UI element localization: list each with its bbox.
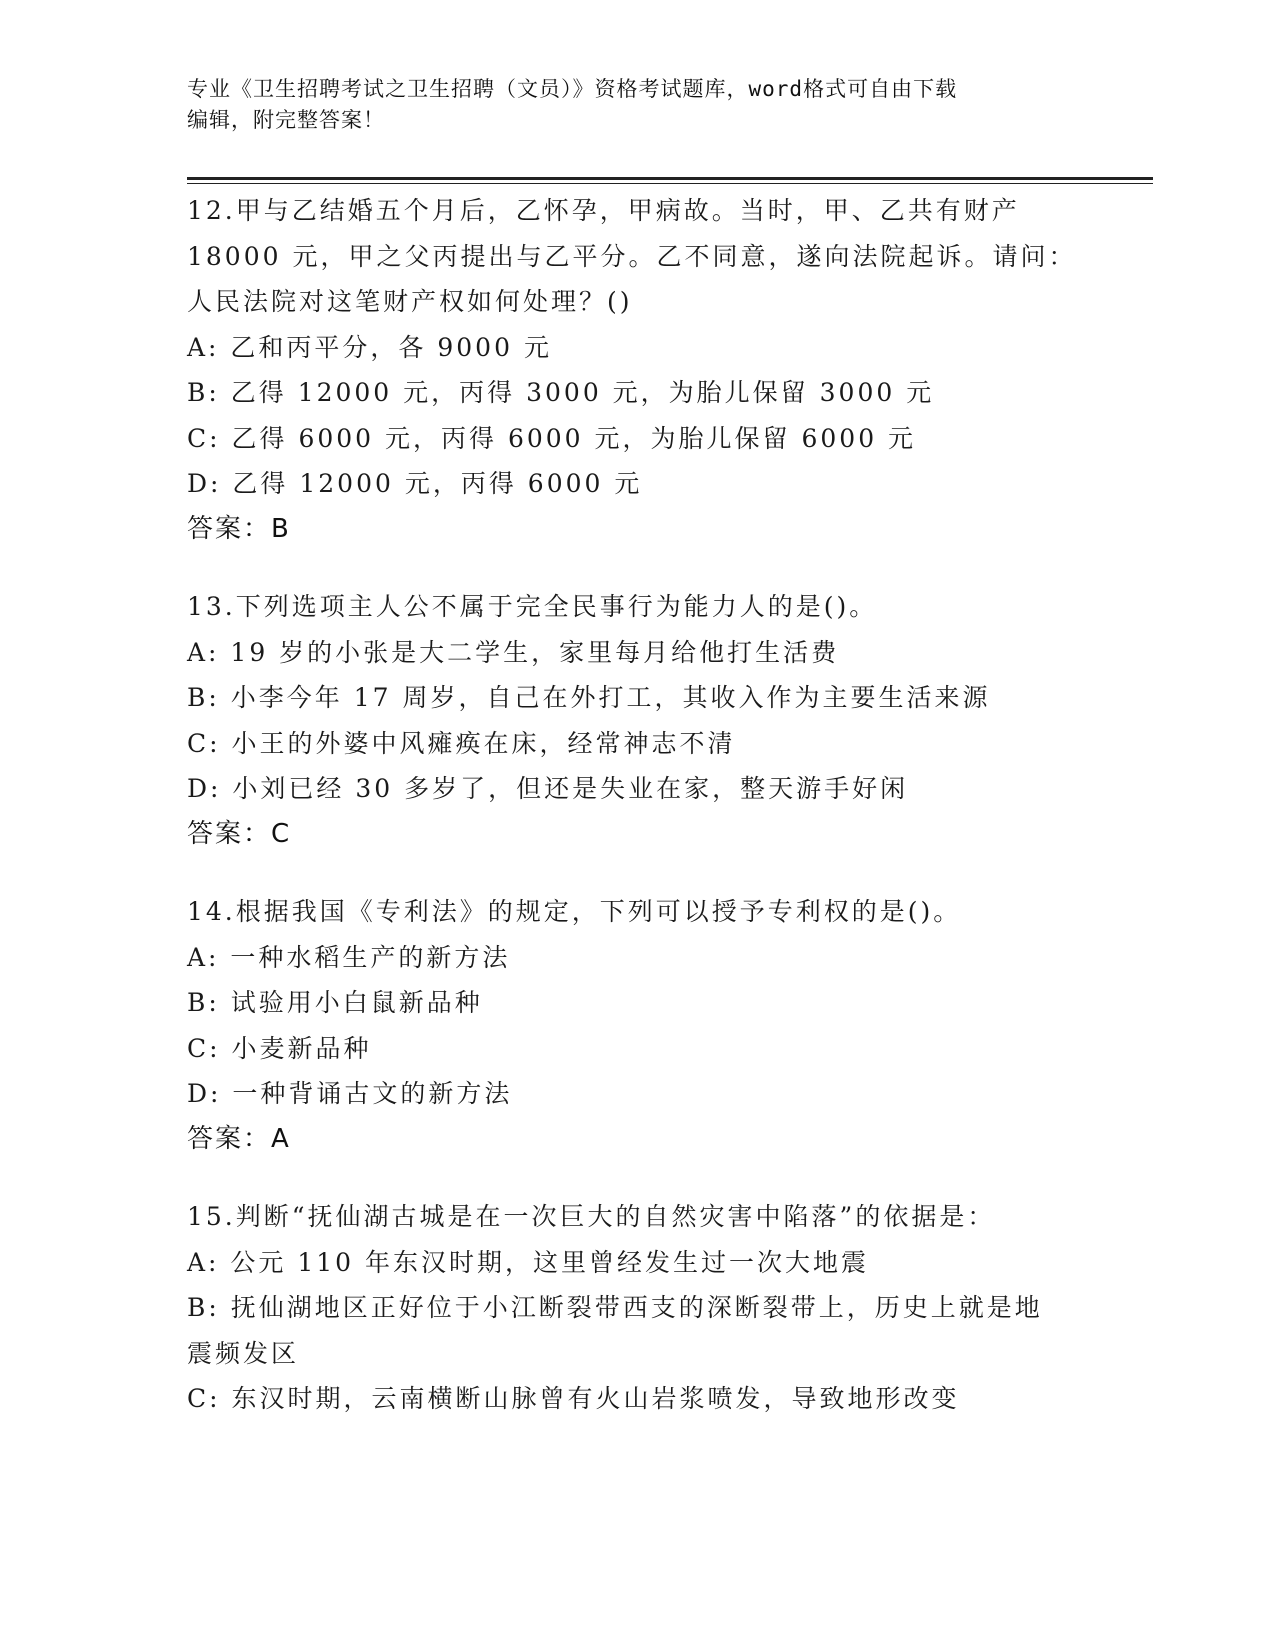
answer-line: 答案：A	[187, 1123, 291, 1154]
question-stem-line: 14.根据我国《专利法》的规定，下列可以授予专利权的是()。	[187, 897, 962, 926]
option-a: A: 乙和丙平分，各 9000 元	[187, 332, 552, 362]
option-b: B: 小李今年 17 周岁，自己在外打工，其收入作为主要生活来源	[187, 683, 991, 712]
question-stem-line: 15.判断“抚仙湖古城是在一次巨大的自然灾害中陷落”的依据是：	[187, 1202, 996, 1231]
header-divider-thin	[187, 183, 1153, 184]
question-stem-line: 12.甲与乙结婚五个月后，乙怀孕，甲病故。当时，甲、乙共有财产	[187, 196, 1020, 225]
option-a: A: 19 岁的小张是大二学生，家里每月给他打生活费	[187, 637, 840, 667]
option-b: B: 试验用小白鼠新品种	[187, 988, 483, 1017]
option-d: D: 小刘已经 30 多岁了，但还是失业在家，整天游手好闲	[187, 774, 909, 803]
option-c: C: 东汉时期，云南横断山脉曾有火山岩浆喷发，导致地形改变	[187, 1384, 960, 1413]
option-c: C: 小麦新品种	[187, 1033, 372, 1063]
question-14	[187, 889, 1077, 1162]
header-line-2: 编辑，附完整答案！	[187, 108, 385, 132]
option-a: A: 一种水稻生产的新方法	[187, 942, 511, 972]
document-header	[187, 74, 1067, 136]
question-stem-line: 18000 元，甲之父丙提出与乙平分。乙不同意，遂向法院起诉。请问：	[187, 241, 1077, 271]
header-line-1: 专业《卫生招聘考试之卫生招聘（文员）》资格考试题库，word格式可自由下载	[187, 77, 958, 101]
question-list	[187, 188, 1077, 1454]
option-c: C: 小王的外婆中风瘫痪在床，经常神志不清	[187, 728, 736, 758]
option-b-continued: 震频发区	[187, 1338, 300, 1368]
question-stem-line: 人民法院对这笔财产权如何处理？()	[187, 287, 633, 316]
question-stem-line: 13.下列选项主人公不属于完全民事行为能力人的是()。	[187, 592, 878, 621]
option-d: D: 一种背诵古文的新方法	[187, 1079, 513, 1108]
option-d: D: 乙得 12000 元，丙得 6000 元	[187, 469, 643, 498]
option-b: B: 乙得 12000 元，丙得 3000 元，为胎儿保留 3000 元	[187, 378, 935, 407]
question-13	[187, 584, 1077, 857]
header-divider-thick	[187, 177, 1153, 180]
question-12	[187, 188, 1077, 552]
answer-line: 答案：B	[187, 513, 291, 544]
option-c: C: 乙得 6000 元，丙得 6000 元，为胎儿保留 6000 元	[187, 423, 917, 453]
option-a: A: 公元 110 年东汉时期，这里曾经发生过一次大地震	[187, 1247, 870, 1277]
question-15	[187, 1194, 1077, 1422]
option-b: B: 抚仙湖地区正好位于小江断裂带西支的深断裂带上，历史上就是地	[187, 1293, 1043, 1322]
answer-line: 答案：C	[187, 818, 292, 849]
